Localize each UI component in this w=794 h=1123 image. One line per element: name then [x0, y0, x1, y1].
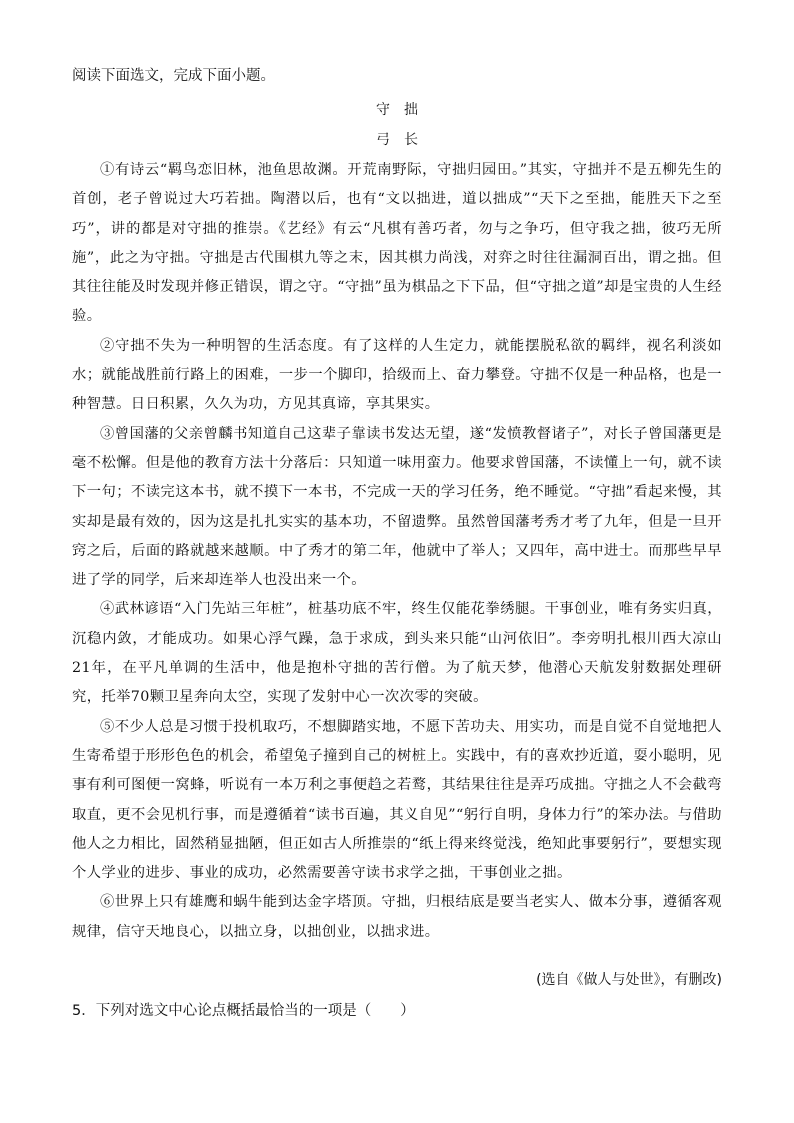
paragraph-1: ①有诗云“羁鸟恋旧林，池鱼思故渊。开荒南野际，守拙归园田。”其实，守拙并不是五柳先生的首创，老子曾说过大巧若拙。陶潜以后，也有“文以拙进，道以拙成”“天下之至拙，能胜天下之至巧”，讲的都是对守拙的推崇。《艺经》有云“凡棋有善巧者，勿与之争巧，但守我之拙，彼巧无所施”，此之为守拙。守拙是古代围棋九等之末，因其棋力尚浅，对弈之时往往漏洞百出，谓之拙。但其往往能及时发现并修正错误，谓之守。“守拙”虽为棋品之下下品，但“守拙之道”却是宝贵的人生经验。 — [72, 162, 722, 325]
paragraph-2: ②守拙不失为一种明智的生活态度。有了这样的人生定力，就能摆脱私欲的羁绊，视名利淡如水；就能战胜前行路上的困难，一步一个脚印，拾级而上、奋力攀登。守拙不仅是一种品格，也是一种智慧。日日积累，久久为功，方见其真谛，享其果实。 — [72, 337, 722, 413]
article-title: 守拙 — [376, 102, 432, 118]
paragraph-6: ⑥世界上只有雄鹰和蜗牛能到达金字塔顶。守拙，归根结底是要当老实人、做本分事，遵循客观规律，信守天地良心，以拙立身，以拙创业，以拙求进。 — [72, 894, 722, 940]
article-author: 弓长 — [376, 132, 432, 148]
article-body — [72, 156, 722, 947]
paragraph-5: ⑤不少人总是习惯于投机取巧，不想脚踏实地，不愿下苦功夫、用实功，而是自觉不自觉地把人生寄希望于形形色色的机会，希望兔子撞到自己的树桩上。实践中，有的喜欢抄近道，耍小聪明，见事有利可图便一窝蜂，听说有一本万利之事便趋之若鹜，其结果往往是弄巧成拙。守拙之人不会截弯取直，更不会见机行事，而是遵循着“读书百遍，其义自见”“躬行自明，身体力行”的笨办法。与借助他人之力相比，固然稍显拙陋，但正如古人所推崇的“纸上得来终觉浅，绝知此事要躬行”，要想实现个人学业的进步、事业的成功，必然需要善守读书求学之拙，干事创业之拙。 — [72, 718, 722, 882]
paragraph-3: ③曾国藩的父亲曾麟书知道自己这辈子靠读书发达无望，遂“发愤教督诸子”，对长子曾国藩更是毫不松懈。但是他的教育方法十分落后：只知道一味用蛮力。他要求曾国藩，不读懂上一句，就不读下一句；不读完这本书，就不摸下一本书，不完成一天的学习任务，绝不睡觉。“守拙”看起来慢，其实却是最有效的，因为这是扎扎实实的基本功，不留遗弊。虽然曾国藩考秀才考了九年，但是一旦开窍之后，后面的路就越来越顺。中了秀才的第二年，他就中了举人；又四年，高中进士。而那些早早进了学的同学，后来却连举人也没出来一个。 — [72, 425, 722, 589]
reading-instruction: 阅读下面选文，完成下面小题。 — [72, 68, 275, 84]
question-5: 5．下列对选文中心论点概括最恰当的一项是（ ） — [72, 1003, 415, 1019]
paragraph-4: ④武林谚语“入门先站三年桩”，桩基功底不牢，终生仅能花拳绣腿。干事创业，唯有务实归真，沉稳内敛，才能成功。如果心浮气躁，急于求成，到头来只能“山河依旧”。李旁明扎根川西大凉山21年，在平凡单调的生活中，他是抱朴守拙的苦行僧。为了航天梦，他潜心天航发射数据处理研究，托举70颗卫星奔向太空，实现了发射中心一次次零的突破。 — [72, 601, 722, 706]
source-citation: (选自《做人与处世》，有删改) — [536, 972, 722, 988]
